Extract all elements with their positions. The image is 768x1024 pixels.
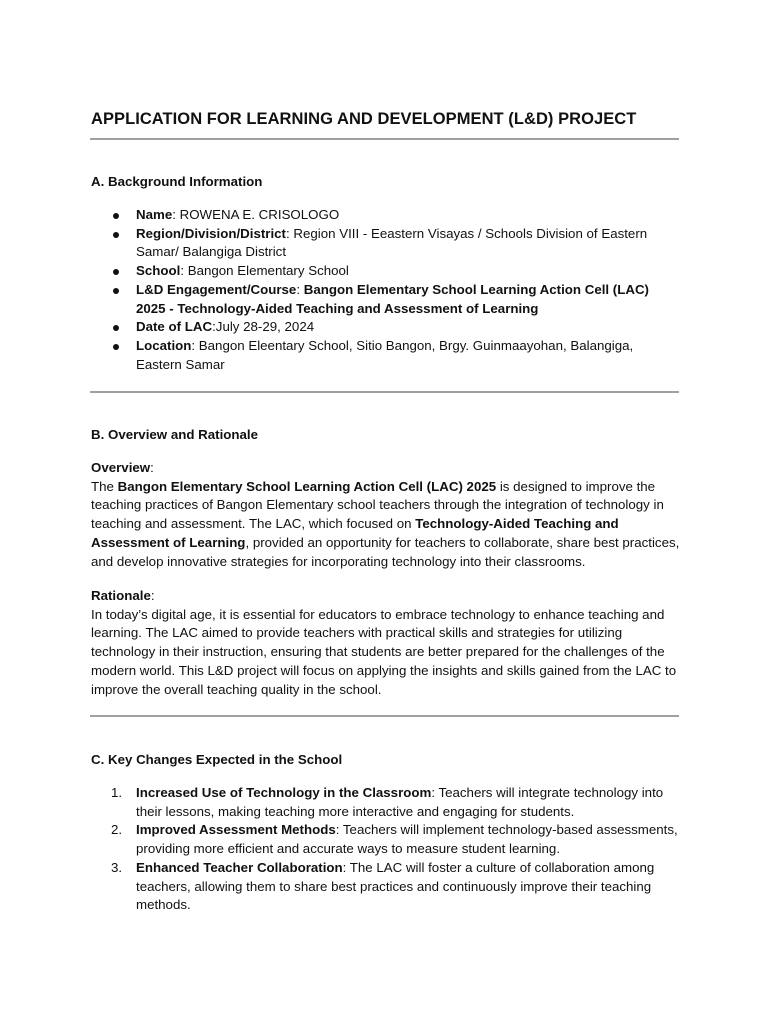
list-item <box>91 262 681 281</box>
change-label: Enhanced Teacher Collaboration <box>136 859 343 875</box>
list-item <box>91 859 681 915</box>
section-b-heading: B. Overview and Rationale <box>91 427 259 442</box>
rationale-paragraph: In today’s digital age, it is essential for educators to embrace technology to enhance teaching and learning. The LAC aimed to provide teachers with practical skills and strategies for utilizing technology in their instruction, ensuring that students are better prepared for the challenges of the modern world. This L&D project will focus on applying the insights and skills gained from the LAC to improve the overall teaching quality in the school. <box>91 606 677 697</box>
field-separator: : <box>180 263 188 279</box>
field-value-school: Bangon Elementary School <box>187 263 349 279</box>
list-item <box>91 281 681 318</box>
section-a-heading: A. Background Information <box>91 174 263 189</box>
change-label: Improved Assessment Methods <box>136 822 336 838</box>
list-number: 1. <box>111 785 123 800</box>
list-item <box>91 821 681 858</box>
field-separator: : <box>191 337 199 353</box>
field-separator: : <box>172 207 180 222</box>
key-changes-list <box>91 784 681 915</box>
bullet-icon <box>113 344 119 350</box>
rationale-label-line <box>91 587 681 606</box>
overview-label: Overview <box>91 460 151 475</box>
field-label-date: Date of LAC <box>136 319 213 335</box>
document-title: APPLICATION FOR LEARNING AND DEVELOPMENT (L&D) PROJECT <box>91 110 637 128</box>
section-c-heading: C. Key Changes Expected in the School <box>91 752 343 767</box>
field-label-school: School <box>136 263 181 279</box>
list-item <box>91 337 681 374</box>
list-number: 3. <box>111 859 123 875</box>
rationale-label: Rationale <box>91 588 151 603</box>
overview-colon: : <box>150 460 154 475</box>
list-item <box>91 225 681 262</box>
overview-text: The <box>91 478 118 494</box>
field-separator: : <box>285 225 294 241</box>
field-value-location: Bangon Eleentary School, Sitio Bangon, Brgy. Guinmaayohan, Balangiga, Eastern Samar <box>136 337 634 372</box>
overview-text-bold: Bangon Elementary School Learning Action Cell (LAC) 2025 <box>117 478 497 494</box>
field-value-date: July 28-29, 2024 <box>215 319 315 335</box>
change-label: Increased Use of Technology in the Classroom <box>136 785 432 800</box>
change-text: : The LAC will foster a culture of collaboration among teachers, allowing them to share best practices and continuously improve their teaching methods. <box>136 859 655 913</box>
overview-text: is designed to improve the teaching practices of Bangon Elementary school teachers through the integration of technology in teaching and assessment. The LAC, which focused on <box>91 478 664 532</box>
horizontal-rule <box>90 138 679 140</box>
list-number: 2. <box>111 822 123 838</box>
change-text: : Teachers will integrate technology into their lessons, making teaching more interactive and engaging for students. <box>136 785 664 819</box>
bullet-icon <box>113 325 119 331</box>
overview-paragraph <box>91 478 681 572</box>
rationale-block <box>91 587 681 699</box>
rationale-colon: : <box>150 588 155 603</box>
overview-block <box>91 459 681 571</box>
field-label-region: Region/Division/District <box>136 225 286 241</box>
overview-text-bold: Technology-Aided Teaching and Assessment of Learning <box>91 516 619 550</box>
horizontal-rule <box>90 715 679 717</box>
background-info-list <box>91 206 681 374</box>
overview-label-line <box>91 459 681 478</box>
bullet-icon <box>113 232 119 238</box>
bullet-icon <box>113 288 119 294</box>
change-text: : Teachers will implement technology-based assessments, providing more efficient and accurate ways to measure student learning. <box>136 822 678 857</box>
field-label-name: Name <box>136 207 173 222</box>
field-separator: : <box>296 281 304 297</box>
field-label-location: Location <box>136 337 192 353</box>
field-value-engagement: Bangon Elementary School Learning Action Cell (LAC) 2025 - Technology-Aided Teaching and Assessment of Learning <box>136 281 649 316</box>
field-value-name: ROWENA E. CRISOLOGO <box>179 207 340 222</box>
overview-text: , provided an opportunity for teachers to collaborate, share best practices, and develop innovative strategies for incorporating technology into their classrooms. <box>91 534 680 569</box>
horizontal-rule <box>90 391 679 393</box>
list-item <box>91 318 681 337</box>
list-item <box>91 206 681 225</box>
bullet-icon <box>113 269 119 275</box>
field-label-engagement: L&D Engagement/Course <box>136 281 297 297</box>
list-item <box>91 784 681 821</box>
field-value-region: Region VIII - Eeastern Visayas / Schools Division of Eastern Samar/ Balangiga District <box>136 225 648 260</box>
bullet-icon <box>113 213 119 219</box>
field-separator: : <box>212 319 216 335</box>
